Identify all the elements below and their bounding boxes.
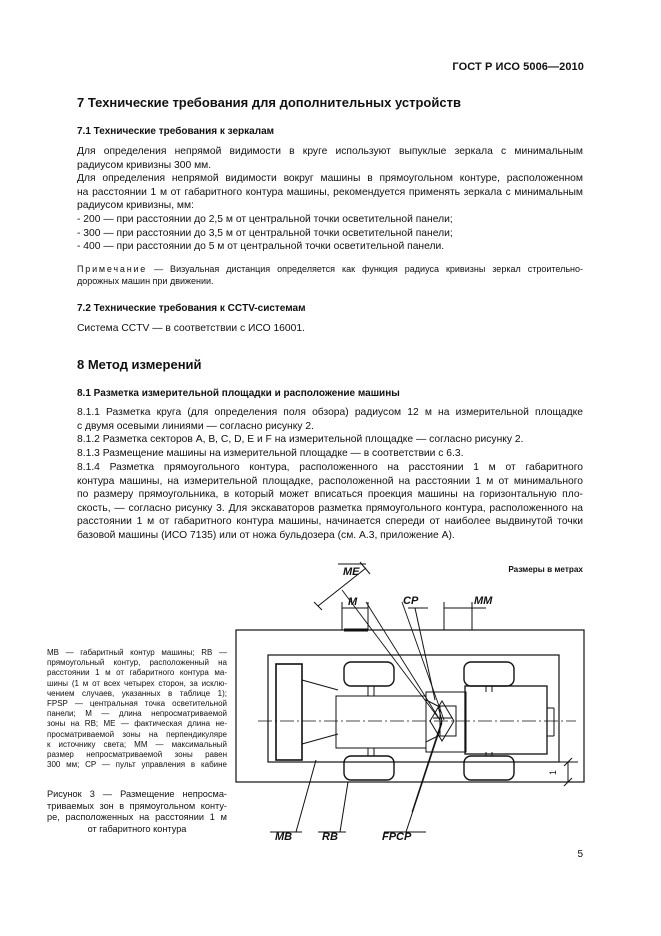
legend-line: чением случаев, указанных в таблице 1); bbox=[47, 688, 227, 698]
dozer-blade bbox=[276, 664, 302, 760]
list-item: - 300 — при расстоянии до 3,5 м от центральной точки осветительной панели; bbox=[77, 227, 453, 239]
text-line: радиусом кривизны 300 мм. bbox=[77, 159, 212, 171]
wheel bbox=[344, 662, 394, 686]
figure-caption bbox=[47, 789, 227, 835]
text-line: Система CCTV — в соответствии с ИСО 16001. bbox=[77, 323, 305, 334]
text-line: 8.1.2 Разметка секторов A, B, C, D, E и F на измерительной площадке — согласно рисунку 2. bbox=[77, 434, 524, 445]
mb-contour bbox=[268, 655, 559, 762]
text-line: Для определения непрямой видимости в круге используют выпуклые зеркала с минимальным bbox=[77, 146, 583, 157]
text-line: 8.1.4 Разметка прямоугольного контура, расположенного на расстоянии 1 м от габаритного bbox=[77, 462, 583, 473]
text-line: 8.1.1 Разметка круга (для определения поля обзора) радиусом 12 м на измерительной площадке bbox=[77, 407, 583, 418]
radius-list bbox=[77, 213, 583, 254]
note-text: — Визуальная дистанция определяется как функция радиуса кривизны зеркал строительно- bbox=[147, 264, 583, 274]
paragraph-8-1-2 bbox=[77, 433, 583, 447]
list-item: - 200 — при расстоянии до 2,5 м от центральной точки осветительной панели; bbox=[77, 214, 453, 225]
legend-line: просматриваемой зоны на перпендикуляре bbox=[47, 729, 227, 739]
caption-line: Рисунок 3 — Размещение непросма- bbox=[47, 789, 227, 799]
label-rb: RB bbox=[322, 831, 338, 843]
text-line: контура машины, на измерительной площадке, расположенной на расстоянии 1 м от минимального bbox=[77, 475, 583, 487]
legend-line: MB — габаритный контур машины; RB — bbox=[47, 648, 227, 657]
legend-line: прямоугольный контур, расположенный на bbox=[47, 658, 227, 668]
paragraph-8-1-1 bbox=[77, 406, 583, 433]
legend-line: к источнику света; MM — максимальный bbox=[47, 739, 227, 749]
legend-line: зоны на RB; ME — фактическая длина не- bbox=[47, 719, 227, 729]
text-line: радиусом кривизны, мм: bbox=[77, 200, 194, 211]
paragraph-7-1-a bbox=[77, 145, 583, 172]
text-line: скость, — согласно рисунку 3. Для экскаваторов разметка прямоугольного контура, расположенного на bbox=[77, 502, 583, 514]
label-mm: MM bbox=[474, 595, 493, 607]
label-cp: CP bbox=[403, 595, 419, 607]
page-number: 5 bbox=[577, 849, 583, 860]
figure-legend bbox=[47, 648, 227, 770]
text-line: на расстоянии 1 м от габаритного контура машины, рекомендуется применять зеркала с минимальным bbox=[77, 186, 583, 198]
section-8-title: 8 Метод измерений bbox=[77, 357, 202, 372]
label-fpcp: FPCP bbox=[382, 831, 412, 843]
label-m: M bbox=[348, 596, 358, 608]
text-line: по размеру прямоугольника, в который может вписаться проекция машины на горизонтальную пло- bbox=[77, 489, 583, 500]
wheel bbox=[464, 756, 514, 780]
dimensions-note: Размеры в метрах bbox=[508, 565, 583, 574]
section-7-1-title: 7.1 Технические требования к зеркалам bbox=[77, 126, 275, 137]
note-text-2: дорожных машин при движении. bbox=[77, 276, 214, 286]
sight-line bbox=[412, 720, 442, 812]
text-line: 8.1.3 Размещение машины на измерительной площадке — в соответствии с 6.3. bbox=[77, 448, 464, 459]
caption-line: триваемых зон в прямоугольном конту- bbox=[47, 800, 227, 811]
list-item: - 400 — при расстоянии до 5 м от центральной точки осветительной панели. bbox=[77, 241, 445, 252]
paragraph-7-2 bbox=[77, 322, 583, 336]
rear-body bbox=[465, 686, 547, 754]
wheel bbox=[464, 662, 514, 686]
legend-line: панели; M — длина непросматриваемой bbox=[47, 709, 227, 719]
section-7-title: 7 Технические требования для дополнительных устройств bbox=[77, 95, 461, 110]
caption-line: ре, расположенных на расстоянии 1 м bbox=[47, 812, 227, 822]
paragraph-7-1-b bbox=[77, 172, 583, 213]
note bbox=[77, 263, 583, 287]
legend-line: 300 мм; CP — пульт управления в кабине bbox=[47, 760, 227, 770]
text-line: с двумя осевыми линиями — согласно рисунку 2. bbox=[77, 420, 314, 432]
machine-body bbox=[336, 696, 426, 748]
paragraph-8-1-3 bbox=[77, 447, 583, 461]
text-line: базовой машины (ИСО 7135) или от ножа бульдозера (см. А.3, приложение А). bbox=[77, 529, 455, 541]
legend-line: FPSP — центральная точка осветительной bbox=[47, 699, 227, 709]
sight-line bbox=[402, 602, 444, 720]
text-line: Для определения непрямой видимости вокруг машины в прямоугольном контуре, расположенном bbox=[77, 173, 583, 184]
legend-line: размер непросматриваемой зоны равен bbox=[47, 750, 227, 760]
label-one-meter: 1 bbox=[548, 769, 558, 775]
paragraph-8-1-4 bbox=[77, 461, 583, 542]
text-line: расстоянии 1 м от габаритного контура машины, начинается спереди от наиболее выдвинутой точки bbox=[77, 516, 583, 527]
sight-line bbox=[366, 602, 440, 720]
caption-line: от габаритного контура bbox=[87, 823, 187, 834]
section-7-2-title: 7.2 Технические требования к CCTV-системам bbox=[77, 303, 306, 314]
label-mb: MB bbox=[275, 831, 293, 843]
section-8-1-title: 8.1 Разметка измерительной площадки и расположение машины bbox=[77, 388, 400, 399]
label-me: ME bbox=[343, 566, 360, 578]
legend-line: шины (1 м от всех четырех сторон, за исклю- bbox=[47, 678, 227, 688]
wheel bbox=[344, 756, 394, 780]
note-label: Примечание bbox=[77, 264, 148, 274]
legend-line: расстоянии 1 м от габаритного контура ма- bbox=[47, 668, 227, 678]
document-code: ГОСТ Р ИСО 5006—2010 bbox=[452, 61, 584, 73]
figure-3-drawing bbox=[230, 560, 600, 850]
